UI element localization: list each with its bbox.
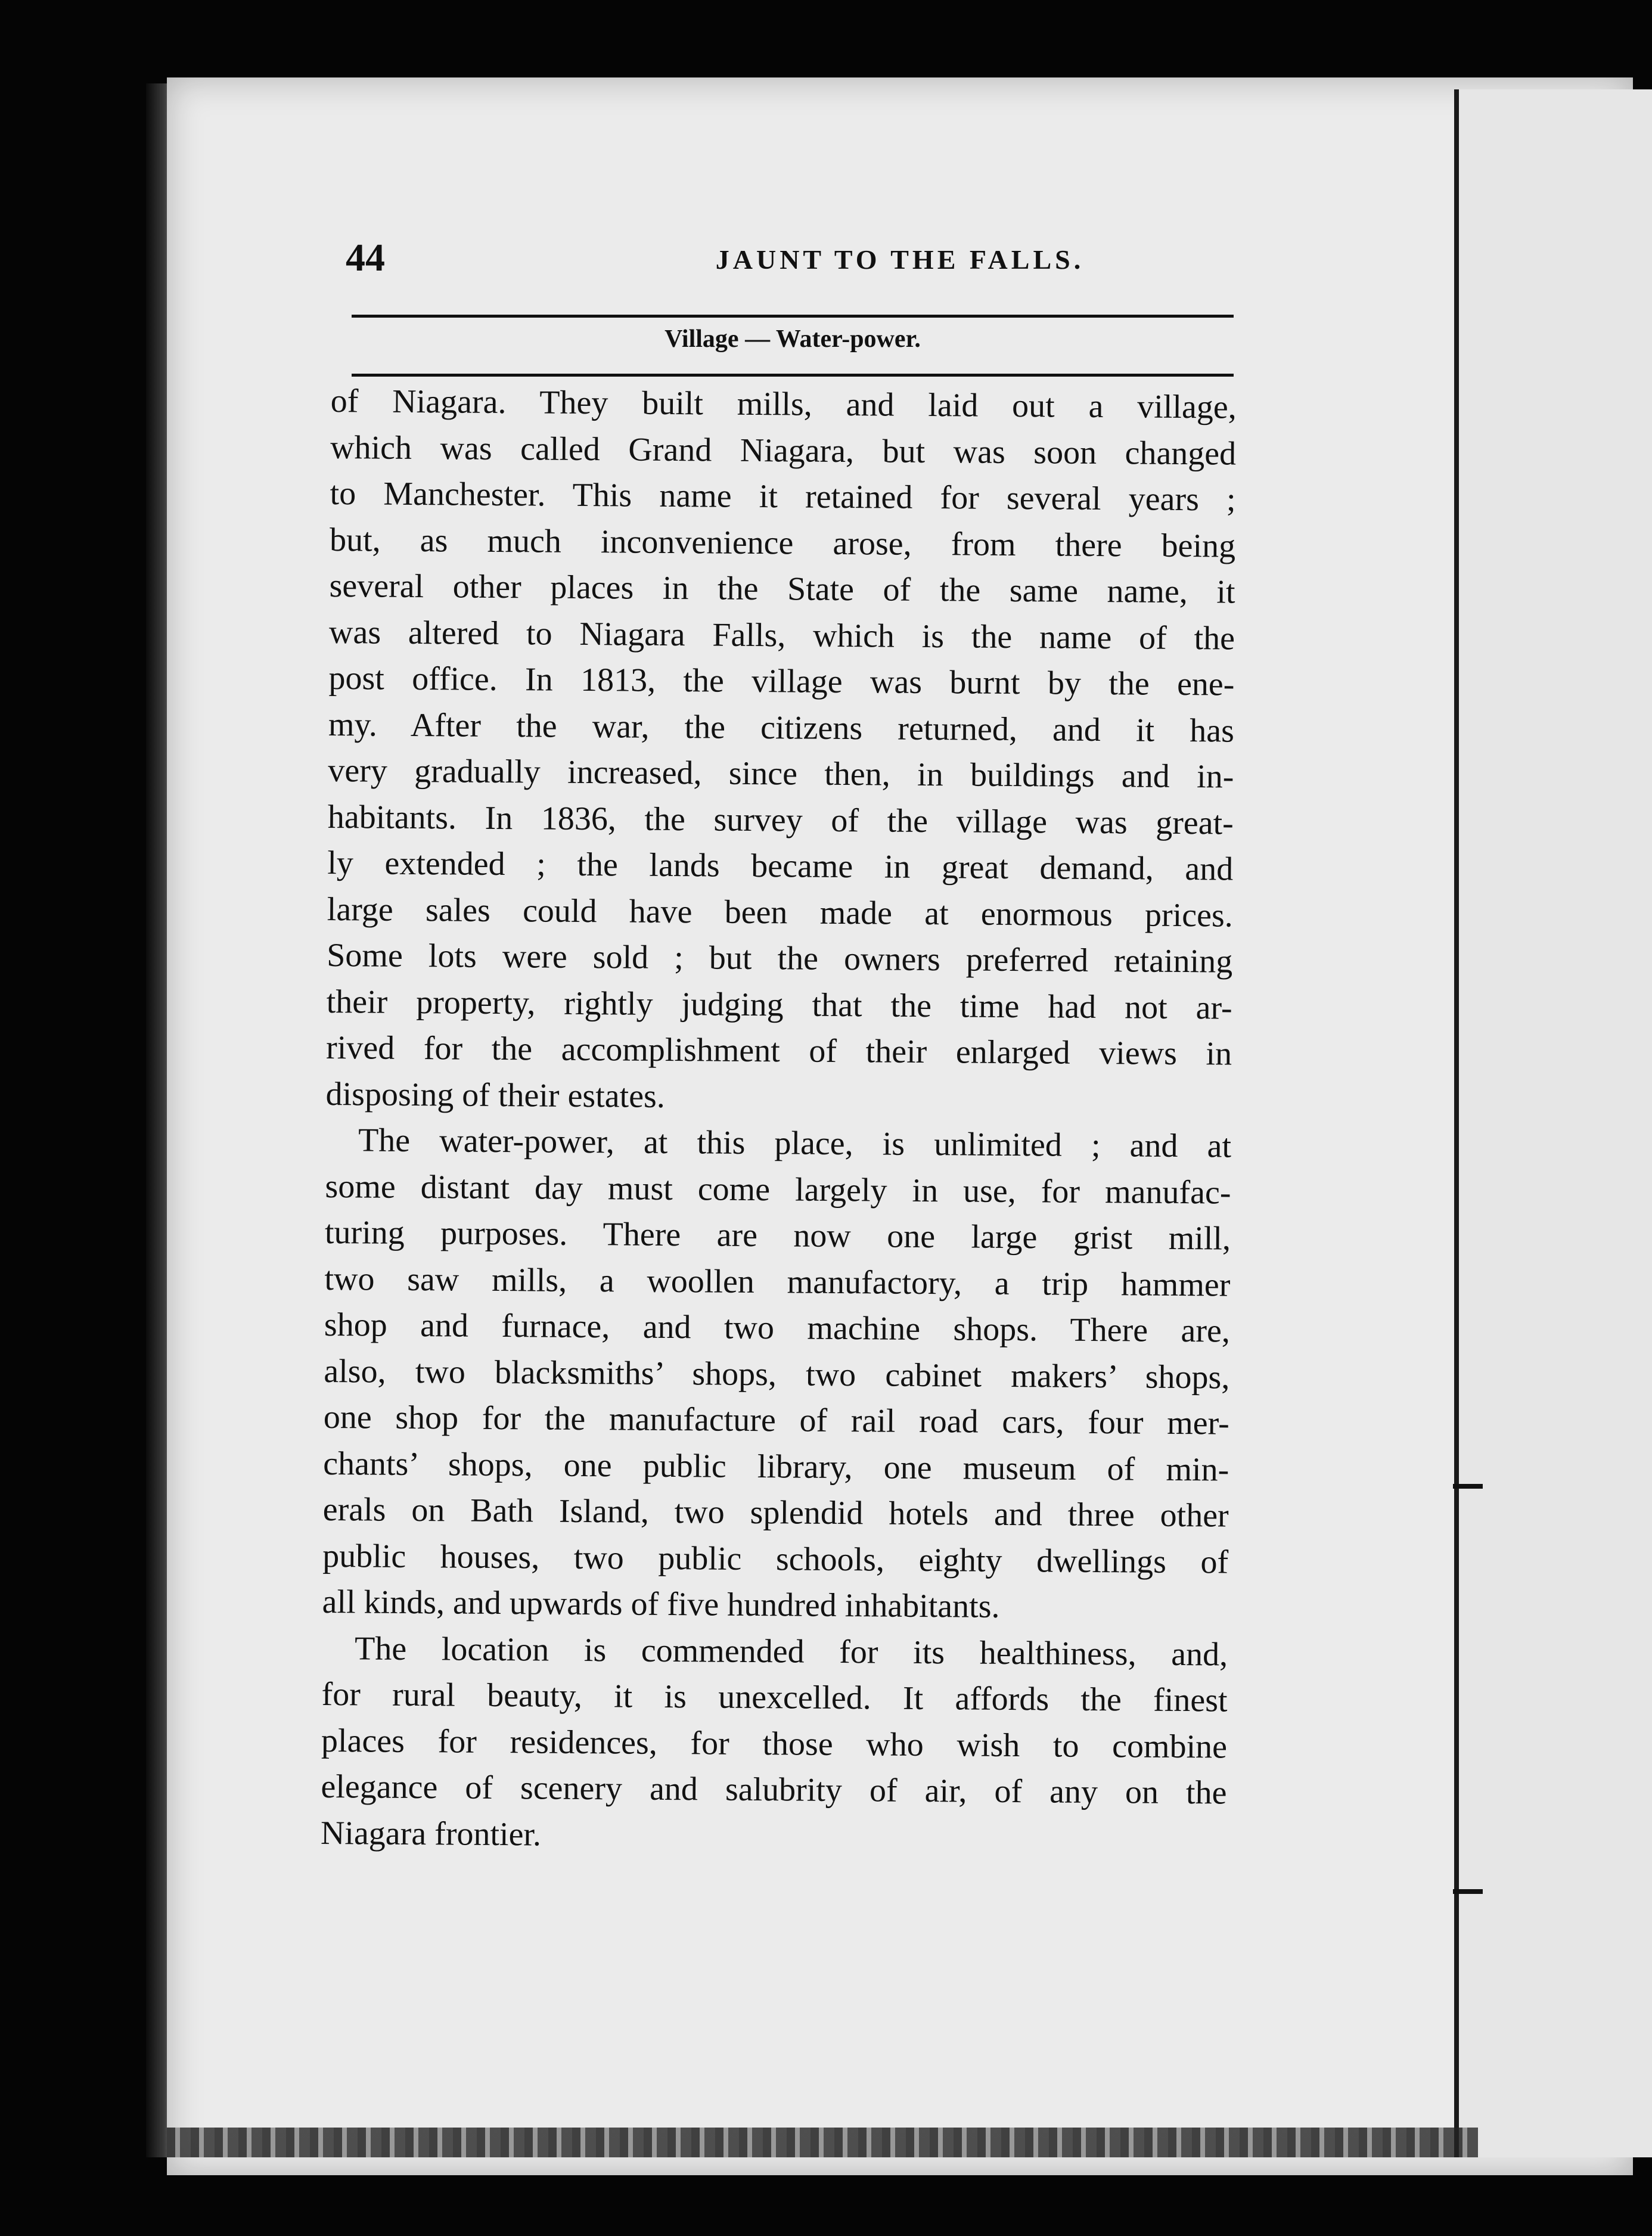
text-line: rived for the accomplishment of their enlarged views in bbox=[325, 1029, 1232, 1073]
page-bottom-edge bbox=[167, 2128, 1478, 2157]
text-line: which was called Grand Niagara, but was soon changed bbox=[330, 428, 1237, 473]
text-line: The water-power, at this place, is unlimited ; and at bbox=[358, 1122, 1232, 1165]
text-line: very gradually increased, since then, in buildings and in- bbox=[328, 751, 1234, 796]
text-line: The location is commended for its healthiness, and, bbox=[354, 1629, 1228, 1673]
text-line: elegance of scenery and salubrity of air, of any on the bbox=[321, 1768, 1227, 1812]
text-line: one shop for the manufacture of rail road cars, four mer- bbox=[323, 1398, 1230, 1442]
text-line: places for residences, for those who wish to combine bbox=[321, 1722, 1228, 1766]
text-line: habitants. In 1836, the survey of the village was great- bbox=[327, 798, 1234, 842]
text-line: ly extended ; the lands became in great demand, and bbox=[327, 844, 1234, 888]
text-line: disposing of their estates. bbox=[325, 1075, 666, 1115]
page-header bbox=[346, 235, 1234, 295]
facing-page-edge bbox=[1454, 89, 1652, 2157]
paragraph-3 bbox=[321, 1625, 1228, 1862]
text-line: public houses, two public schools, eighty dwellings of bbox=[322, 1537, 1229, 1581]
header-rule-top bbox=[352, 315, 1234, 318]
facing-page-mark bbox=[1453, 1889, 1483, 1894]
text-line: of Niagara. They built mills, and laid out a village, bbox=[330, 382, 1237, 426]
section-heading: Village — Water-power. bbox=[664, 325, 921, 353]
paragraph-2 bbox=[322, 1117, 1231, 1632]
text-line: several other places in the State of the same name, it bbox=[329, 567, 1235, 611]
text-line: turing purposes. There are now one large grist mill, bbox=[324, 1213, 1231, 1257]
text-line: my. After the war, the citizens returned, and it has bbox=[328, 706, 1235, 750]
text-line: two saw mills, a woollen manufactory, a trip hammer bbox=[324, 1260, 1231, 1304]
body-text bbox=[321, 378, 1237, 1863]
text-line: their property, rightly judging that the time had not ar- bbox=[326, 983, 1232, 1027]
text-line: post office. In 1813, the village was burnt by the ene- bbox=[328, 659, 1235, 703]
running-title: JAUNT TO THE FALLS. bbox=[715, 244, 1085, 275]
text-line: shop and furnace, and two machine shops. There are, bbox=[324, 1306, 1231, 1350]
text-line: large sales could have been made at enormous prices. bbox=[327, 890, 1233, 934]
text-line: also, two blacksmiths’ shops, two cabinet makers’ shops, bbox=[324, 1352, 1230, 1396]
text-line: to Manchester. This name it retained for several years ; bbox=[330, 474, 1236, 518]
text-line: some distant day must come largely in use, for manufac- bbox=[325, 1167, 1231, 1212]
text-line: all kinds, and upwards of five hundred inhabitants. bbox=[322, 1583, 1000, 1625]
page-number: 44 bbox=[346, 236, 385, 280]
text-line: Niagara frontier. bbox=[320, 1814, 542, 1853]
text-line: erals on Bath Island, two splendid hotels and three other bbox=[322, 1490, 1229, 1535]
facing-page-mark bbox=[1453, 1484, 1483, 1489]
text-line: chants’ shops, one public library, one museum of min- bbox=[323, 1445, 1229, 1489]
text-line: for rural beauty, it is unexcelled. It affords the finest bbox=[321, 1675, 1228, 1719]
header-rule-bottom bbox=[352, 374, 1234, 377]
text-line: was altered to Niagara Falls, which is the name of the bbox=[328, 613, 1235, 657]
text-line: Some lots were sold ; but the owners preferred retaining bbox=[327, 936, 1233, 980]
paragraph-1 bbox=[325, 378, 1237, 1124]
text-line: but, as much inconvenience arose, from there being bbox=[329, 521, 1236, 565]
